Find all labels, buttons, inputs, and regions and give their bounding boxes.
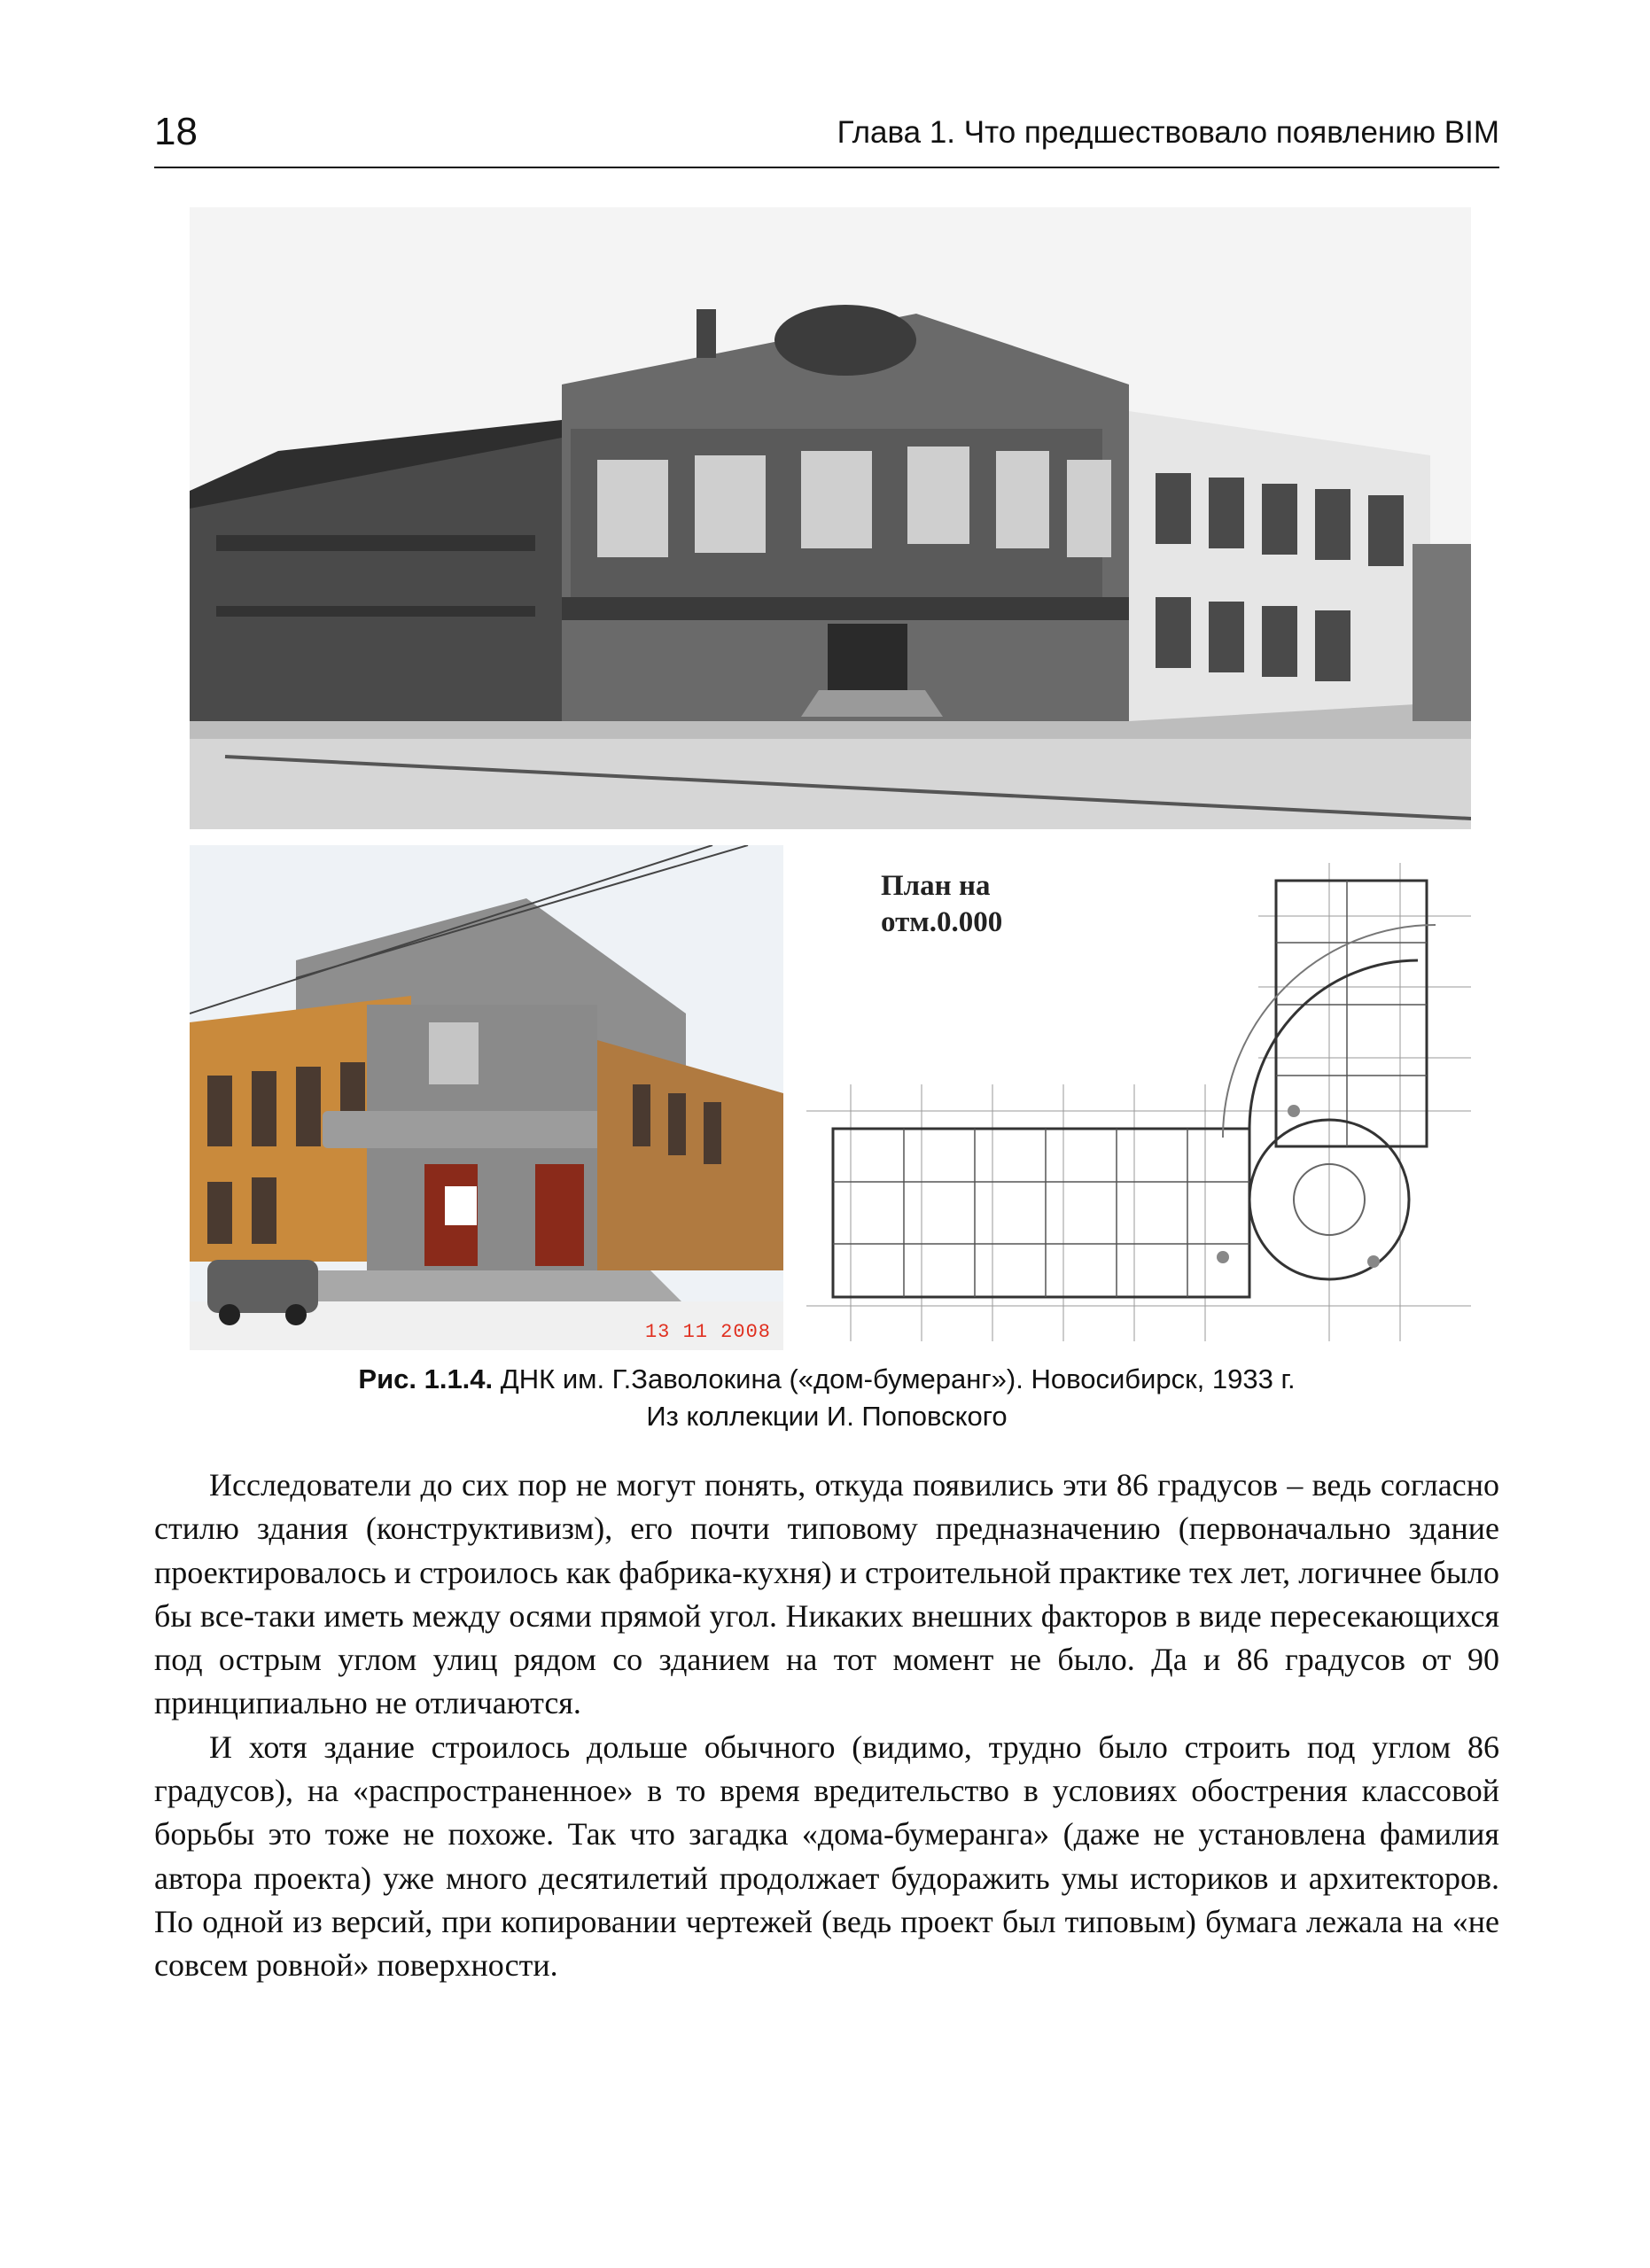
page-number: 18 [154,110,198,153]
paragraph: Исследователи до сих пор не могут понять, откуда появились эти 86 градусов – ведь согласно стилю здания (конструктивизм), его почти типовому предназначению (первоначально здание проектировалось и строилось как фабрика-кухня) и строительной практике тех лет, логичнее было бы все-таки иметь между осями прямой угол. Никаких внешних факторов в виде пересекающихся под острым углом улиц рядом со зданием на тот момент не было. Да и 86 градусов от 90 принципиально не отличаются. [154,1467,1499,1721]
caption-text: ДНК им. Г.Заволокина («дом-бумеранг»). Новосибирск, 1933 г. [493,1363,1296,1394]
caption-line-1 [154,1361,1499,1398]
floor-plan-drawing [798,845,1471,1350]
modern-building-photo [190,845,783,1350]
paragraph: И хотя здание строилось дольше обычного (видимо, трудно было строить под углом 86 градусов), на «распространенное» в то время вредительство в условиях обострения классовой борьбы это тоже не похоже. Так что загадка «дома-бумеранга» (даже не установлена фамилия автора проекта) уже много десятилетий продолжает будоражить умы историков и архитекторов. По одной из версий, при копировании чертежей (ведь проект был типовым) бумага лежала на «не совсем ровной» поверхности. [154,1728,1499,1984]
caption-label: Рис. 1.1.4. [358,1363,494,1394]
historical-building-photo [190,207,1471,829]
figure-caption [154,1361,1499,1435]
running-title: Глава 1. Что предшествовало появлению BIM [837,115,1499,150]
caption-line-2: Из коллекции И. Поповского [646,1401,1008,1432]
plan-label: План на отм.0.000 [881,870,1003,938]
body-text [154,1464,1499,1988]
header-rule [154,167,1499,168]
photo-date-stamp: 13 11 2008 [644,1321,771,1343]
